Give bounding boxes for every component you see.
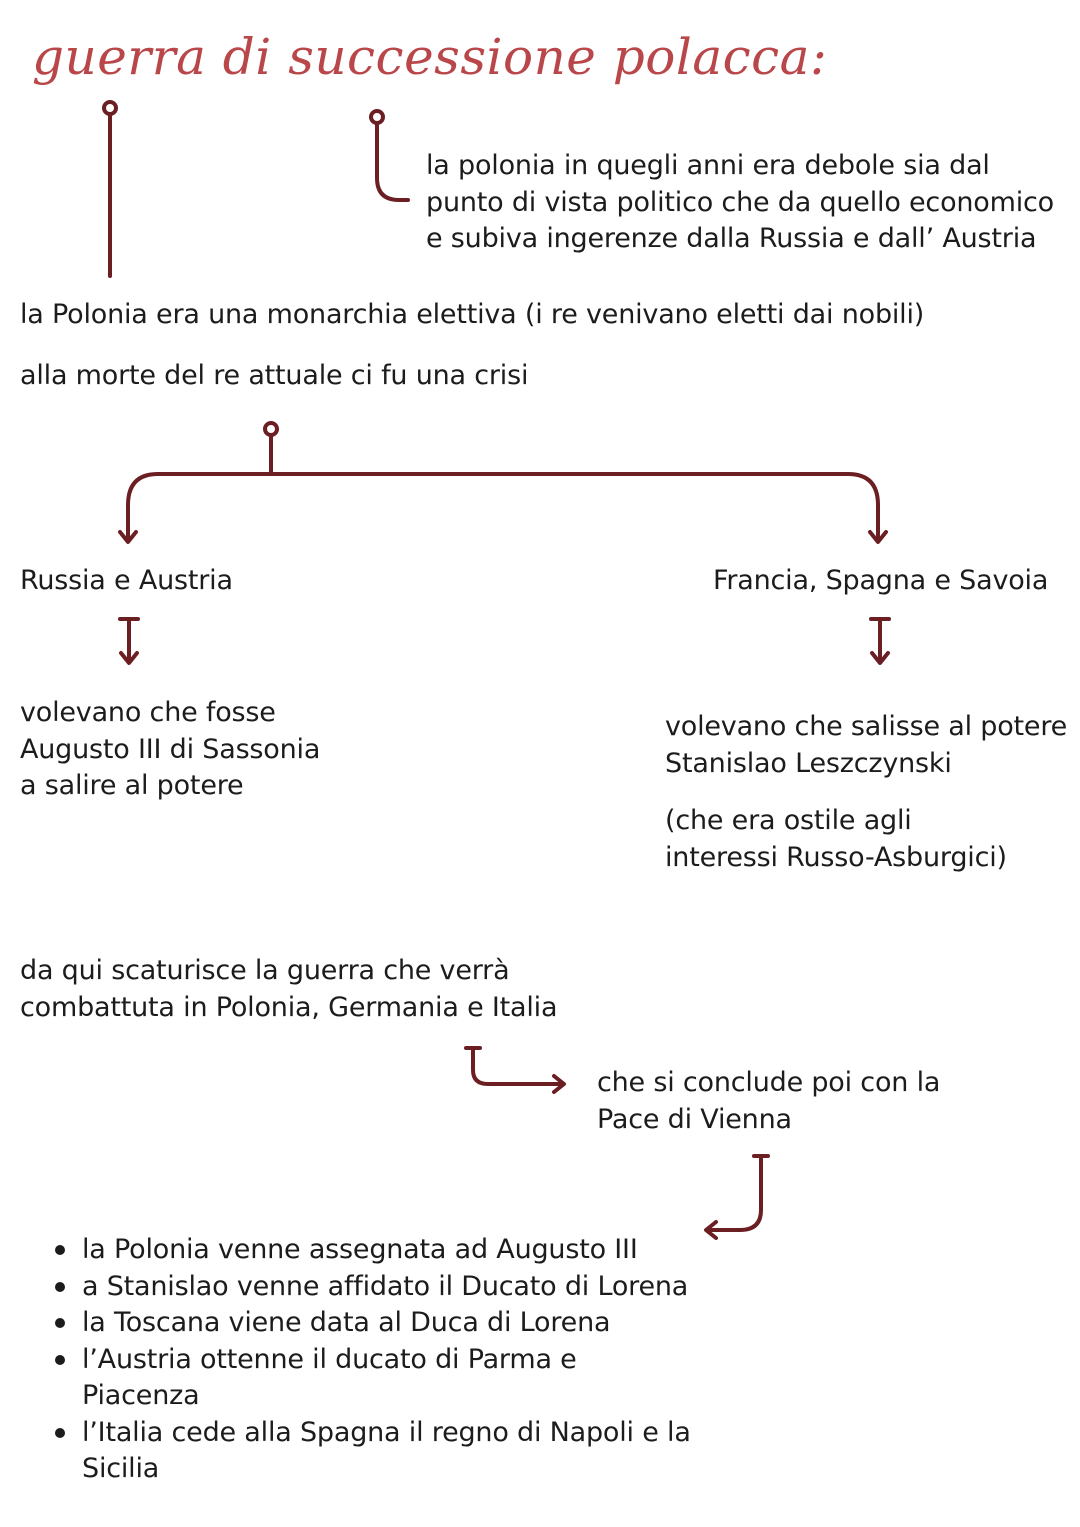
peace-text	[597, 1065, 940, 1138]
text-line: volevano che fosse	[20, 697, 276, 728]
text-line: Stanislao Leszczynski	[665, 747, 952, 779]
note-line: punto di vista politico che da quello economico	[426, 186, 1054, 218]
text-line: combattuta in Polonia, Germania e Italia	[20, 991, 558, 1023]
down-arrow-right	[871, 619, 889, 663]
note-line: la polonia in quegli anni era debole sia dal	[426, 150, 990, 181]
list-item-text: l’Italia cede alla Spagna il regno di Napoli e la	[82, 1416, 691, 1448]
list-item-text: Piacenza	[82, 1380, 200, 1411]
text-line: (che era ostile agli	[665, 805, 912, 836]
text-line: da qui scaturisce la guerra che verrà	[20, 955, 510, 986]
text-line: Pace di Vienna	[597, 1103, 792, 1135]
list-item	[48, 1415, 691, 1488]
branch-left-label: Russia e Austria	[20, 565, 233, 596]
list-item-text: l’Austria ottenne il ducato di Parma e	[82, 1343, 577, 1375]
branch-right-label: Francia, Spagna e Savoia	[713, 565, 1049, 596]
outcomes-list	[48, 1232, 691, 1488]
note-line: e subiva ingerenze dalla Russia e dall’ Austria	[426, 223, 1037, 254]
pin-connector-note	[371, 111, 408, 200]
text-monarchia-elettiva: la Polonia era una monarchia elettiva (i re venivano eletti dai nobili)	[20, 299, 925, 330]
pin-connector-left	[104, 102, 116, 276]
branch-left-text	[20, 695, 320, 805]
bent-arrow-outcomes	[706, 1156, 768, 1238]
list-item-text: Sicilia	[82, 1453, 160, 1484]
list-item	[48, 1269, 691, 1306]
list-item-text: la Polonia venne assegnata ad Augusto III	[82, 1234, 638, 1265]
text-line: interessi Russo-Asburgici)	[665, 841, 1007, 873]
text-line: a salire al potere	[20, 770, 244, 801]
branch-right-note	[665, 803, 1007, 876]
page-title: guerra di successione polacca:	[32, 28, 828, 86]
list-item	[48, 1232, 691, 1269]
list-item	[48, 1342, 691, 1415]
list-item-text: la Toscana viene data al Duca di Lorena	[82, 1307, 611, 1338]
war-text	[20, 953, 557, 1026]
list-item	[48, 1305, 691, 1342]
split-connector	[120, 423, 886, 542]
text-line: volevano che salisse al potere	[665, 711, 1068, 742]
branch-right-text	[665, 709, 1067, 782]
text-crisi: alla morte del re attuale ci fu una crisi	[20, 360, 529, 391]
note-weakness	[426, 148, 1054, 258]
text-line: che si conclude poi con la	[597, 1067, 941, 1098]
text-line: Augusto III di Sassonia	[20, 733, 321, 765]
list-item-text: a Stanislao venne affidato il Ducato di Lorena	[82, 1270, 689, 1302]
down-arrow-left	[120, 619, 138, 663]
bent-arrow-peace	[466, 1048, 564, 1092]
